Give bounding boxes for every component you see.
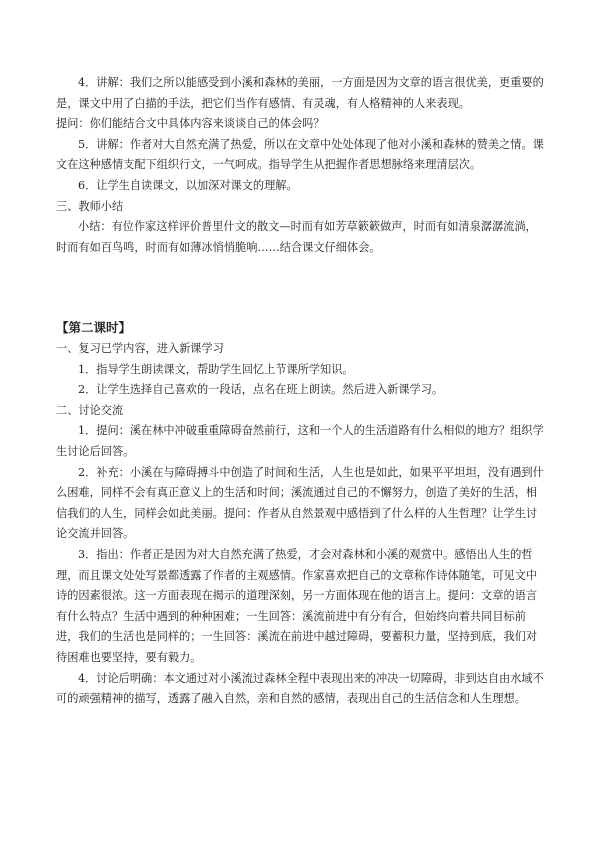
lesson-part-two-heading-block xyxy=(56,318,544,338)
section-2-heading: 二、讨论交流 xyxy=(56,403,124,417)
point-4-question: 提问：你们能结合文中具体内容来谈谈自己的体会吗？ xyxy=(56,117,325,131)
section-1-heading: 一、复习已学内容，进入新课学习 xyxy=(56,342,224,355)
section-2-item-2: 2．补充：小溪在与障碍搏斗中创造了时间和生活，人生也是如此，如果平平坦坦，没有遇到什么困难，同样不会有真正意义上的生活和时间；溪流通过自己的不懈努力，创造了美好的生活，相信我们的人生，同样会如此美丽。提问：作者从自然景观中感悟到了什么样的人生哲理？让学生讨论交流并回答。 xyxy=(56,465,544,541)
lesson-part-one xyxy=(56,73,544,258)
section-2-item-3: 3．指出：作者正是因为对大自然充满了热爱，才会对森林和小溪的观赏中。感悟出人生的哲理，而且课文处处写景都透露了作者的主观感情。作家喜欢把自己的文章称作诗体随笔，可见文中诗的因素很浓。这一方面表现在揭示的道理深刻，另一方面体现在他的语言上。提问：文章的语言有什么特点？生活中遇到的种种困难；一生回答：溪流前进中有分有合，但始终向着共同目标前进，我们的生活也是同样的；一生回答：溪流在前进中越过障碍，要蓄积力量，坚持到底，我们对待困难也要坚持，要有毅力。 xyxy=(56,547,538,664)
section-3-heading: 三、教师小结 xyxy=(56,199,124,213)
section-2-item-1: 1．提问：溪在林中冲破重重障碍奋然前行，这和一个人的生活道路有什么相似的地方？组织学生讨论后回答。 xyxy=(56,424,544,458)
point-5-explanation: 5．讲解：作者对大自然充满了热爱，所以在文章中处处体现了他对小溪和森林的赞美之情。课文在这种感情支配下组织行文，一气呵成。指导学生从把握作者思想脉络来理清层次。 xyxy=(56,137,544,172)
section-1-item-2: 2．让学生选择自己喜欢的一段话，点名在班上朗读。然后进入新课学习。 xyxy=(78,383,444,397)
point-4-explanation: 4．讲解：我们之所以能感受到小溪和森林的美丽，一方面是因为文章的语言很优美，更重要的是，课文中用了白描的手法，把它们当作有感情、有灵魂，有人格精神的人来表现。 xyxy=(56,76,544,110)
second-lesson-heading: 【第二课时】 xyxy=(56,320,132,335)
section-1-item-1: 1．指导学生朗读课文，帮助学生回忆上节课所学知识。 xyxy=(78,362,354,376)
teacher-summary: 小结：有位作家这样评价普里什文的散文—时而有如芳草簌簌做声，时而有如清泉潺潺流淌，时而有如百鸟鸣，时而有如薄冰悄悄脆响……结合课文仔细体会。 xyxy=(56,220,537,254)
section-2-item-4: 4．讨论后明确：本文通过对小溪流过森林全程中表现出来的冲决一切障碍，非到达自由水域不可的顽强精神的描写，透露了融入自然，亲和自然的感情，表现出自己的生活信念和人生理想。 xyxy=(56,671,544,706)
lesson-part-two xyxy=(56,339,544,710)
point-6-self-reading: 6．让学生自读课文，以加深对课文的理解。 xyxy=(78,178,298,192)
